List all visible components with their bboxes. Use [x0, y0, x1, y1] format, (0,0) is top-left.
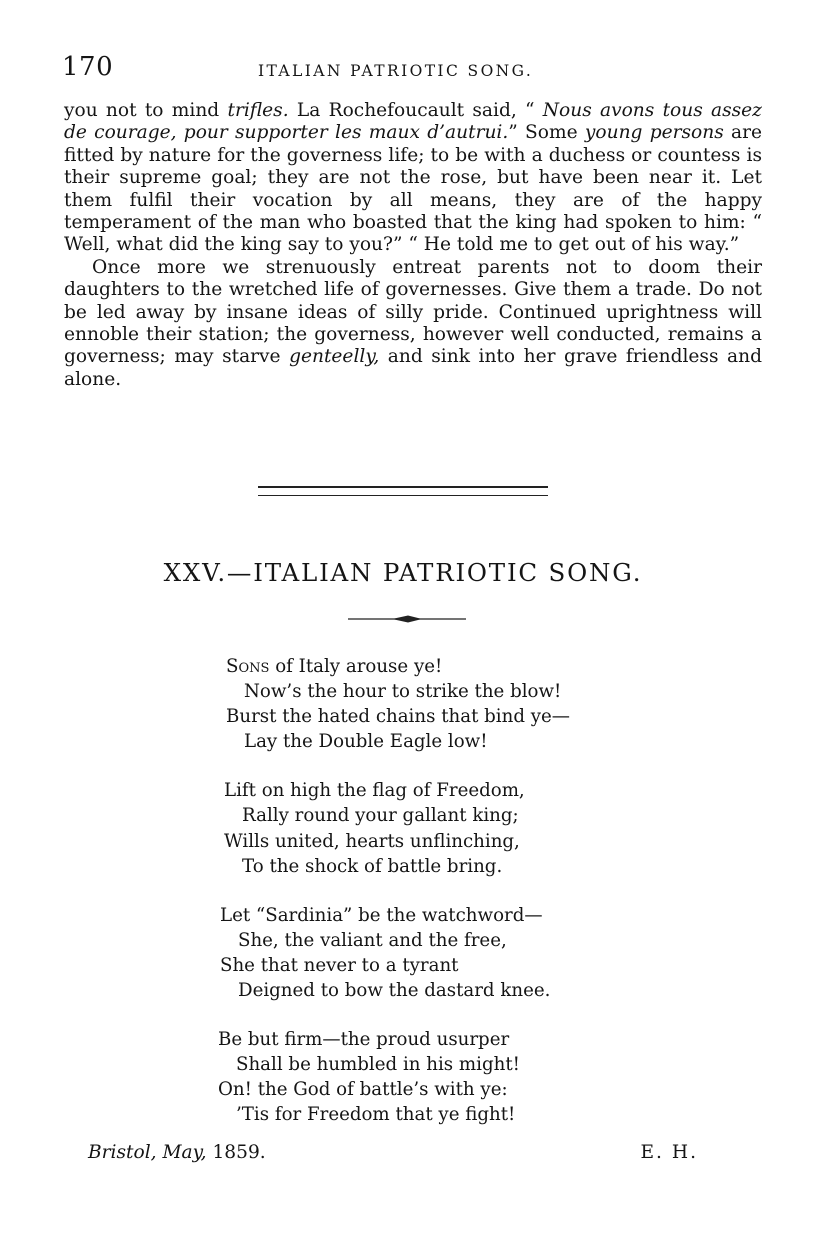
- italic-text: genteelly,: [289, 346, 380, 368]
- poem-line: Burst the hated chains that bind ye—: [226, 706, 570, 728]
- poem-line: Lift on high the flag of Freedom,: [224, 780, 525, 802]
- running-title: ITALIAN PATRIOTIC SONG.: [258, 62, 534, 80]
- text-run: are fitted by nature for the governess life; to be with a duchess or countess is their supreme goal; they are not the rose, but have been near it. Let them fulfil their vocation by all means, they are of the happy temperament of the man who boasted that the king had spoken to him: “ Well, what did the king say to you?” “ He told me to get out of his way.”: [64, 122, 762, 256]
- paragraph: [64, 257, 762, 391]
- place-month: Bristol, May,: [88, 1142, 207, 1163]
- stanza: [226, 654, 570, 754]
- place-date: [88, 1142, 266, 1163]
- poem-line: Now’s the hour to strike the blow!: [244, 681, 562, 703]
- poem-line: ’Tis for Freedom that ye fight!: [236, 1104, 516, 1126]
- poem: [218, 654, 570, 1152]
- prose-body: [64, 100, 762, 391]
- poem-line: She that never to a tyrant: [220, 954, 459, 976]
- text-run: ” Some: [508, 122, 585, 144]
- poem-line: Deigned to bow the dastard knee.: [238, 980, 551, 1002]
- text-run: and sink into her grave friendless and alone.: [64, 346, 762, 390]
- stanza: [218, 1027, 570, 1127]
- section-heading-text: XXV.—ITALIAN PATRIOTIC SONG.: [163, 558, 643, 587]
- stanza: [224, 778, 570, 878]
- text-run: of Italy arouse ye!: [269, 656, 443, 677]
- author-initials: E. H.: [640, 1142, 698, 1163]
- poem-line: Wills united, hearts unflinching,: [224, 830, 520, 852]
- text-run: Once more we strenuously entreat parents not to doom their daughters to the wretched life of governesses. Give them a trade. Do not be led away by insane ideas of silly pride. Continued uprightness will ennoble their station; the governess, however well conducted, remains a governess; may starve: [64, 256, 762, 368]
- paragraph: [64, 100, 762, 257]
- section-heading: [0, 558, 840, 587]
- ornament-divider-icon: [348, 612, 466, 626]
- poem-line: Lay the Double Eagle low!: [244, 731, 488, 753]
- poem-line: On! the God of battle’s with ye:: [218, 1079, 508, 1101]
- poem-line: Be but firm—the proud usurper: [218, 1029, 510, 1051]
- text-run: you not to mind: [64, 100, 228, 121]
- stanza: [220, 903, 570, 1003]
- page-number: 170: [62, 52, 114, 82]
- year: 1859.: [206, 1142, 266, 1163]
- french-quotation: Nous avons tous assez de courage, pour supporter les maux d’autrui.: [64, 100, 762, 144]
- poem-line: To the shock of battle bring.: [242, 855, 503, 877]
- small-caps-word: Sons: [226, 656, 270, 677]
- running-head: [62, 52, 762, 86]
- poem-line: Let “Sardinia” be the watchword—: [220, 904, 543, 926]
- poem-line: Rally round your gallant king;: [242, 805, 519, 827]
- section-divider-rule: [258, 486, 548, 496]
- italic-text: young persons: [584, 122, 724, 144]
- poem-line: Shall be humbled in his might!: [236, 1054, 520, 1076]
- poem-line: [226, 654, 570, 679]
- poem-line: She, the valiant and the free,: [238, 929, 507, 951]
- italic-text: trifles.: [227, 100, 289, 121]
- text-run: La Rochefoucault said, “: [288, 100, 543, 121]
